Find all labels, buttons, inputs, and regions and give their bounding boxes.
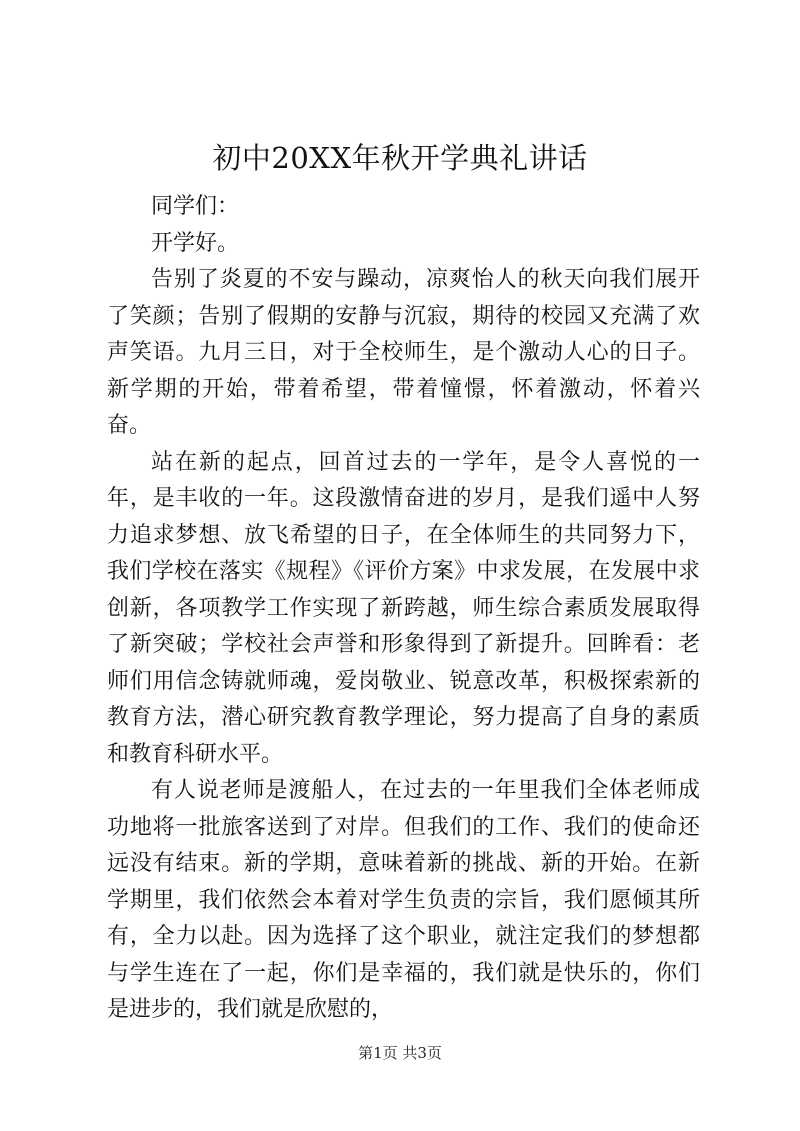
page-title: 初中20XX年秋开学典礼讲话: [212, 141, 588, 175]
paragraph-autumn: 告别了炎夏的不安与躁动，凉爽怡人的秋天向我们展开了笑颜；告别了假期的安静与沉寂，期待的校园又充满了欢声笑语。九月三日，对于全校师生，是个激动人心的日子。新学期的开始，带着希望，带着憧憬，怀着激动，怀着兴奋。: [107, 267, 700, 438]
document-body: [107, 189, 700, 1029]
paragraph-teachers: 有人说老师是渡船人，在过去的一年里我们全体老师成功地将一批旅客送到了对岸。但我们的工作、我们的使命还远没有结束。新的学期，意味着新的挑战、新的开始。在新学期里，我们依然会本着对学生负责的宗旨，我们愿倾其所有，全力以赴。因为选择了这个职业，就注定我们的梦想都与学生连在了一起，你们是幸福的，我们就是快乐的，你们是进步的，我们就是欣慰的，: [107, 778, 700, 1022]
paragraph-review: 站在新的起点，回首过去的一学年，是令人喜悦的一年，是丰收的一年。这段激情奋进的岁月，是我们遥中人努力追求梦想、放飞希望的日子，在全体师生的共同努力下，我们学校在落实《规程》《评价方案》中求发展，在发展中求创新，各项教学工作实现了新跨越，师生综合素质发展取得了新突破；学校社会声誉和形象得到了新提升。回眸看：老师们用信念铸就师魂，爱岗敬业、锐意改革，积极探索新的教育方法，潜心研究教育教学理论，努力提高了自身的素质和教育科研水平。: [107, 449, 700, 767]
paragraph-opening: 开学好。: [151, 230, 240, 256]
page-number-footer: 第1页 共3页: [358, 1044, 442, 1062]
paragraph-greeting: 同学们：: [151, 194, 240, 219]
